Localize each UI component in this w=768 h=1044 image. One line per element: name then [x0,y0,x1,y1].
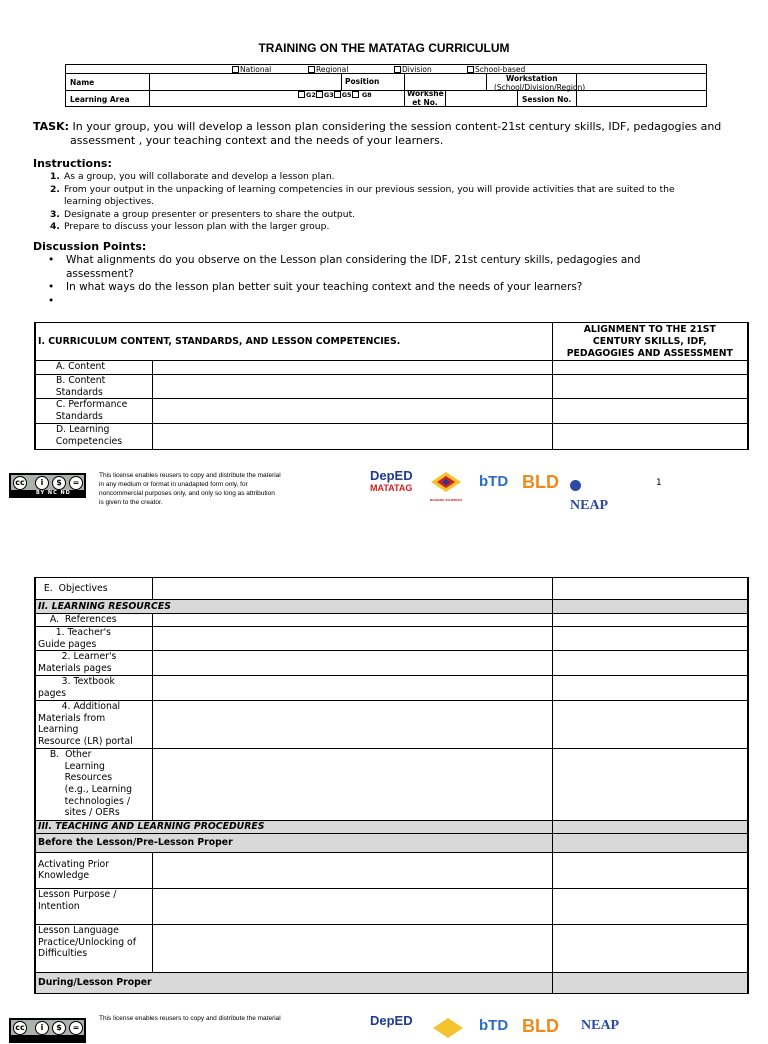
subsection-heading: Before the Lesson/Pre-Lesson Proper [35,833,552,852]
btd-logo: bTD [479,473,509,490]
table-cell-input[interactable] [152,888,552,924]
grade-checkboxes: G2 G3 G5 G8 [298,91,372,99]
table-row-label: 2. Learner's Materials pages [35,651,152,675]
neap-logo: NEAP [570,475,608,514]
workstation-label: Workstation [506,74,558,83]
bagong-pilipinas-logo: BAGONG PILIPINAS [429,470,463,500]
table-row-label: A. References [35,614,152,627]
table-cell-input[interactable] [152,924,552,972]
table-cell-alignment[interactable] [552,423,748,449]
name-label: Name [70,78,95,87]
table-cell-input[interactable] [152,651,552,675]
btd-logo: bTD [479,1017,509,1034]
table-cell-alignment [552,833,748,852]
lesson-plan-table [34,577,749,994]
table-cell-alignment[interactable] [552,852,748,888]
table-row-label: Lesson Language Practice/Unlocking of Difficulties [35,924,152,972]
table-row-label: C. Performance Standards [35,399,152,423]
session-field[interactable] [578,92,704,106]
discussion-section [33,240,743,308]
level-national[interactable]: National [232,65,271,74]
table-cell-alignment[interactable] [552,675,748,700]
instruction-item: 2. From your output in the unpacking of learning competencies in our previous session, you will provide activities that are suited to the learning objectives. [50,183,675,207]
table-row-label: 4. Additional Materials from Learning Resource (LR) portal [35,700,152,748]
task-line-2: assessment , your teaching context and the needs of your learners. [70,134,444,147]
nc-icon: $ [52,1021,66,1035]
nd-icon: = [69,1021,83,1035]
task-section [33,120,733,148]
table-cell-alignment[interactable] [552,578,748,600]
workstation-field[interactable] [578,75,704,89]
instructions-list [33,171,743,234]
cc-icon: cc [13,1021,27,1035]
instruction-item: 1. As a group, you will collaborate and develop a lesson plan. [50,171,335,182]
curriculum-heading: I. CURRICULUM CONTENT, STANDARDS, AND LESSON COMPETENCIES. [35,323,552,361]
table-cell-input[interactable] [152,361,552,375]
table-cell-input[interactable] [152,375,552,399]
curriculum-table [34,322,749,450]
deped-matatag-logo: DepED MATATAG [370,468,413,493]
table-cell-alignment[interactable] [552,375,748,399]
table-cell-alignment[interactable] [552,361,748,375]
discussion-list [33,254,743,308]
session-label: Session No. [522,95,572,104]
checkbox[interactable] [394,66,401,73]
workstation-sublabel: (School/Division/Region) [494,83,586,92]
position-label: Position [345,77,380,86]
table-row-label: B. Content Standards [35,375,152,399]
table-row-label: A. Content [35,361,152,375]
task-line-1: TASK: In your group, you will develop a lesson plan considering the session content-21st century skills, IDF, pedagogies and [33,120,722,133]
document-title: TRAINING ON THE MATATAG CURRICULUM [258,41,510,55]
table-row-label: D. Learning Competencies [35,423,152,449]
table-cell-input[interactable] [152,748,552,820]
table-row-label: 1. Teacher's Guide pages [35,627,152,651]
table-row-label: B. Other Learning Resources (e.g., Learning technologies / sites / OERs [35,748,152,820]
instructions-heading: Instructions: [33,157,112,170]
section-heading: II. LEARNING RESOURCES [35,600,552,614]
checkbox[interactable] [316,91,323,98]
discussion-item: • In what ways do the lesson plan better suit your teaching context and the needs of your learners? [33,281,743,295]
table-cell-alignment[interactable] [552,700,748,748]
table-cell-input[interactable] [152,614,552,627]
table-cell-alignment[interactable] [552,888,748,924]
by-icon: i [35,1021,49,1035]
checkbox[interactable] [334,91,341,98]
globe-icon [570,480,581,491]
discussion-item: • What alignments do you observe on the Lesson plan considering the IDF, 21st century skills, pedagogies and assessment? [33,254,743,281]
table-row-label: Lesson Purpose / Intention [35,888,152,924]
level-division[interactable]: Division [394,65,432,74]
instruction-item: 3. Designate a group presenter or presenters to share the output. [50,208,356,220]
table-cell-alignment [552,972,748,993]
license-text: This license enables reusers to copy and distribute the material in any medium or format in unadapted form only, for noncommercial purposes only, and only so long as attribution is given to the creator. [99,472,281,506]
footer-page-2 [9,1013,768,1036]
table-row-label: E. Objectives [35,578,152,600]
table-cell-alignment [552,820,748,833]
table-cell-input[interactable] [152,852,552,888]
by-icon: i [35,476,49,490]
nd-icon: = [69,476,83,490]
license-text: This license enables reusers to copy and distribute the material [99,1015,281,1022]
bld-logo: BLD [522,472,559,492]
subsection-heading: During/Lesson Proper [35,972,552,993]
worksheet-field[interactable] [447,92,515,106]
discussion-heading: Discussion Points: [33,240,147,253]
learning-area-label: Learning Area [70,95,130,104]
table-cell-alignment[interactable] [552,614,748,627]
table-row-label: Activating Prior Knowledge [35,852,152,888]
table-cell-input[interactable] [152,578,552,600]
table-cell-input[interactable] [152,423,552,449]
table-cell-alignment[interactable] [552,399,748,423]
table-cell-input[interactable] [152,627,552,651]
level-school-based[interactable]: School-based [467,65,525,74]
bagong-pilipinas-logo [431,1016,465,1044]
checkbox[interactable] [352,91,359,98]
checkbox[interactable] [298,91,305,98]
cc-license-badge [9,1018,86,1043]
position-field[interactable] [406,75,484,89]
table-cell-input[interactable] [152,399,552,423]
alignment-heading: ALIGNMENT TO THE 21ST CENTURY SKILLS, IDF, PEDAGOGIES AND ASSESSMENT [552,323,748,361]
discussion-item [33,295,743,309]
learning-area-field[interactable] [151,92,296,106]
instructions-section [33,157,743,234]
checkbox[interactable] [232,66,239,73]
level-regional[interactable]: Regional [308,65,348,74]
table-row-label: 3. Textbook pages [35,675,152,700]
section-heading: III. TEACHING AND LEARNING PROCEDURES [35,820,552,833]
page-number: 1 [656,478,662,488]
instruction-item: 4. Prepare to discuss your lesson plan with the larger group. [50,221,330,232]
nc-icon: $ [52,476,66,490]
worksheet-label: Workshe et No. [407,89,444,107]
table-cell-alignment[interactable] [552,924,748,972]
header-form [65,64,707,107]
table-cell-alignment[interactable] [552,627,748,651]
name-field[interactable] [151,75,339,89]
table-cell-alignment [552,600,748,614]
cc-icon: cc [13,476,27,490]
checkbox[interactable] [467,66,474,73]
table-cell-input[interactable] [152,675,552,700]
table-cell-alignment[interactable] [552,748,748,820]
table-cell-input[interactable] [152,700,552,748]
table-cell-alignment[interactable] [552,651,748,675]
neap-logo: NEAP [581,1018,620,1033]
checkbox[interactable] [308,66,315,73]
bld-logo: BLD [522,1016,559,1036]
cc-license-badge: cc i $ = BY NC ND [9,473,86,498]
deped-logo: DepED [370,1013,413,1028]
